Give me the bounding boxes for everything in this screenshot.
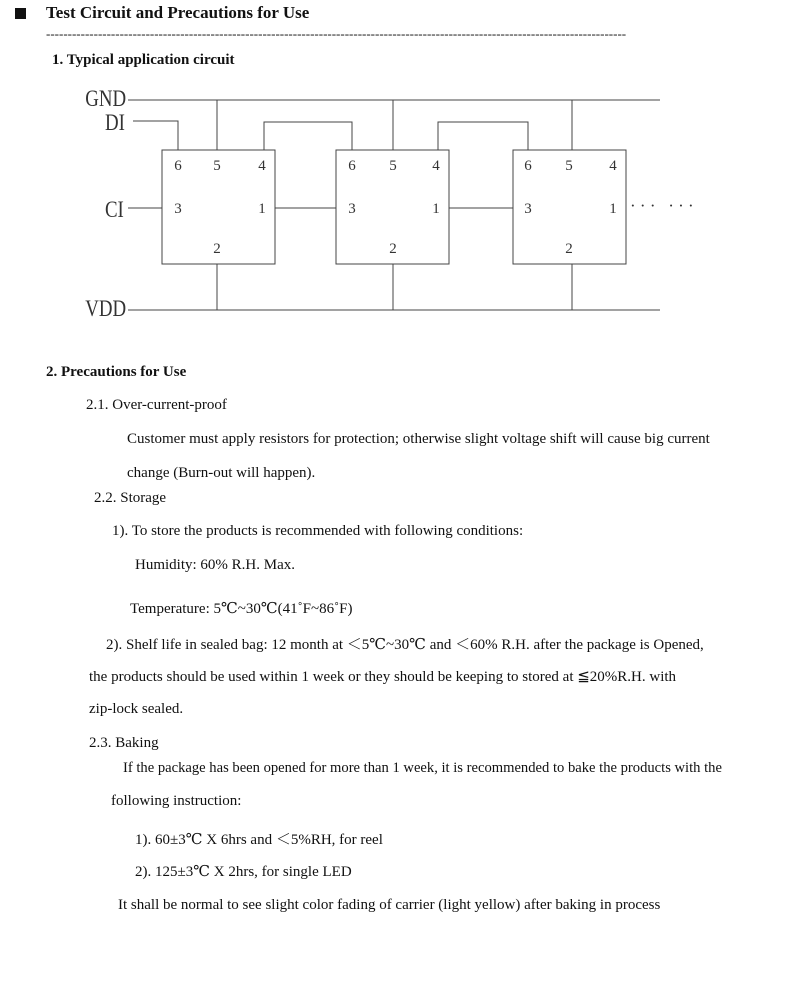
bullet-square-icon bbox=[15, 8, 26, 19]
s23-note: It shall be normal to see slight color fading of carrier (light yellow) after baking in process bbox=[118, 897, 661, 913]
chip-3-pin-5: 5 bbox=[565, 158, 573, 174]
s22-item1: 1). To store the products is recommended with following conditions: bbox=[112, 523, 524, 539]
di-label: DI bbox=[104, 109, 125, 136]
s22-item2-line3: zip-lock sealed. bbox=[89, 701, 184, 717]
chip-2-pin-3: 3 bbox=[348, 201, 356, 217]
circuit-diagram bbox=[0, 80, 800, 330]
s22-item2-line1: 2). Shelf life in sealed bag: 12 month at ＜5℃~30℃ and ＜60% R.H. after the package is Opened, bbox=[106, 637, 704, 653]
continuation-ellipsis: · · · · · · bbox=[630, 196, 694, 215]
gnd-label: GND bbox=[85, 85, 127, 112]
s23-item1: 1). 60±3℃ X 6hrs and ＜5%RH, for reel bbox=[135, 832, 383, 848]
section1-title: 1. Typical application circuit bbox=[52, 52, 235, 68]
s23-line2: following instruction: bbox=[111, 793, 242, 809]
chip-2-pin-6: 6 bbox=[348, 158, 356, 174]
chip-1-pin-3: 3 bbox=[174, 201, 182, 217]
chip-3-pin-3: 3 bbox=[524, 201, 532, 217]
chip-3-pin-4: 4 bbox=[609, 158, 617, 174]
chip-2-pin-4: 4 bbox=[432, 158, 440, 174]
chip-2-pin-2: 2 bbox=[389, 241, 397, 257]
chip-2-pin-5: 5 bbox=[389, 158, 397, 174]
chip-1-pin-5: 5 bbox=[213, 158, 221, 174]
section2-title: 2. Precautions for Use bbox=[46, 364, 187, 380]
s22-humidity: Humidity: 60% R.H. Max. bbox=[135, 557, 295, 573]
s21-line2: change (Burn-out will happen). bbox=[127, 465, 316, 481]
s23-title: 2.3. Baking bbox=[89, 735, 159, 751]
chip-1-pin-1: 1 bbox=[258, 201, 266, 217]
chip-3-pin-6: 6 bbox=[524, 158, 532, 174]
s21-line1: Customer must apply resistors for protection; otherwise slight voltage shift will cause big current bbox=[127, 431, 710, 447]
page-title: Test Circuit and Precautions for Use bbox=[46, 3, 310, 22]
chip-2-data-out-wire bbox=[438, 122, 528, 150]
vdd-label: VDD bbox=[85, 295, 127, 322]
s22-temperature: Temperature: 5℃~30℃(41˚F~86˚F) bbox=[130, 601, 353, 617]
chip-1-pin-4: 4 bbox=[258, 158, 266, 174]
s21-title: 2.1. Over-current-proof bbox=[86, 397, 227, 413]
s23-item2: 2). 125±3℃ X 2hrs, for single LED bbox=[135, 864, 352, 880]
s22-title: 2.2. Storage bbox=[94, 490, 167, 506]
chip-1-data-out-wire bbox=[264, 122, 352, 150]
chip-3-pin-1: 1 bbox=[609, 201, 617, 217]
header-divider: -------------------------------------------------------------------------------------------------------------------------------------- bbox=[46, 26, 627, 41]
di-line bbox=[133, 121, 178, 150]
ci-label: CI bbox=[104, 196, 124, 223]
chip-1-pin-2: 2 bbox=[213, 241, 221, 257]
chip-3-pin-2: 2 bbox=[565, 241, 573, 257]
s23-line1: If the package has been opened for more than 1 week, it is recommended to bake the products with the bbox=[123, 760, 722, 776]
chip-2-pin-1: 1 bbox=[432, 201, 440, 217]
s22-item2-line2: the products should be used within 1 week or they should be keeping to stored at ≦20%R.H. with bbox=[89, 669, 677, 685]
chip-1-pin-6: 6 bbox=[174, 158, 182, 174]
